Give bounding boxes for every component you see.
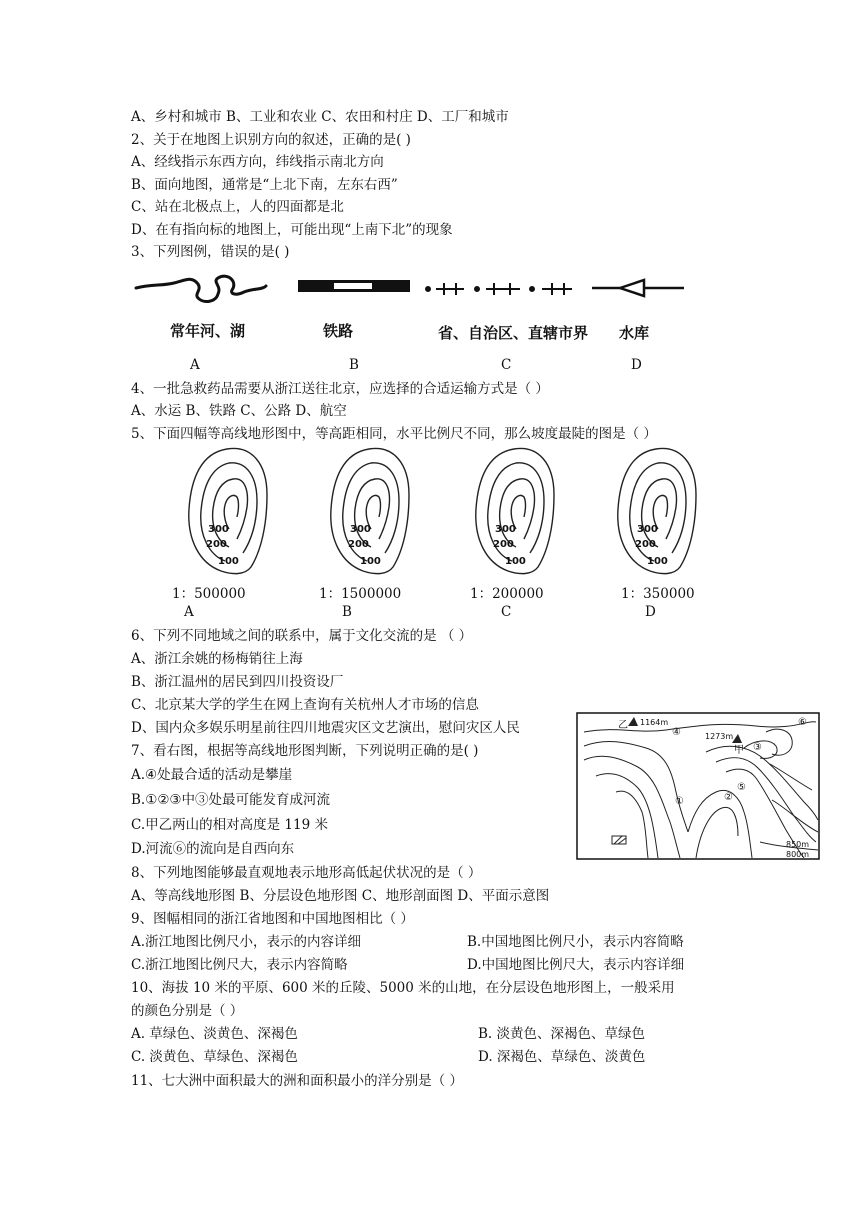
q4-stem: 4、一批急救药品需要从浙江送往北京，应选择的合适运输方式是（ ）	[131, 381, 549, 397]
q10-stem: 10、海拔 10 米的平原、600 米的丘陵、5000 米的山地，在分层设色地形图上，一般采用	[131, 980, 675, 996]
q9-stem: 9、图幅相同的浙江省地图和中国地图相比（ ）	[131, 911, 414, 927]
contour-line	[642, 479, 677, 547]
topo-label-2: ②	[724, 792, 733, 803]
q3-letter-a: A	[190, 357, 200, 373]
q9-option-d: D.中国地图比例尺大，表示内容详细	[467, 957, 685, 973]
topo-label-4: ④	[672, 727, 681, 738]
q3-letter-c: C	[501, 357, 512, 373]
railway-symbol	[298, 280, 410, 292]
topo-label-yi: 乙	[618, 720, 628, 731]
q5-letter-d: D	[645, 604, 656, 620]
q7-topo-map	[576, 712, 820, 860]
q5-scale-a: 1：500000	[172, 586, 246, 602]
topo-label-1273m: 1273m	[705, 732, 734, 741]
q5-scale-c: 1：200000	[470, 586, 544, 602]
q3-letter-b: B	[349, 357, 359, 373]
contour-label: 100	[505, 556, 526, 567]
legend-label-reservoir: 水库	[619, 324, 650, 342]
legend-label-boundary: 省、自治区、直辖市界	[438, 324, 589, 342]
topo-label-jia: 甲	[734, 745, 744, 756]
q7-stem: 7、看右图，根据等高线地形图判断，下列说明正确的是( )	[131, 743, 479, 759]
contour-label: 300	[350, 524, 371, 535]
q6-option-c: C、北京某大学的学生在网上查询有关杭州人才市场的信息	[131, 697, 479, 713]
topo-label-800m: 800m	[786, 850, 810, 859]
q6-option-a: A、浙江余姚的杨梅销往上海	[131, 651, 303, 667]
q1-options: A、乡村和城市 B、工业和农业 C、农田和村庄 D、工厂和城市	[131, 109, 509, 125]
contour-label: 100	[218, 556, 239, 567]
q5-letter-c: C	[501, 604, 512, 620]
q2-stem: 2、关于在地图上识别方向的叙述，正确的是( )	[131, 132, 411, 148]
topo-label-6: ⑥	[798, 717, 807, 728]
q6-option-d: D、国内众多娱乐明星前往四川地震灾区文艺演出，慰问灾区人民	[131, 720, 520, 736]
q2-option-c: C、站在北极点上，人的四面都是北	[131, 199, 344, 215]
q5-stem: 5、下面四幅等高线地形图中，等高距相同，水平比例尺不同，那么坡度最陡的图是（ ）	[131, 426, 657, 442]
legend-label-river: 常年河、湖	[170, 322, 246, 340]
q9-option-b: B.中国地图比例尺小，表示内容简略	[467, 934, 684, 950]
topo-label-5: ⑤	[737, 782, 746, 793]
contour-label: 200	[206, 539, 227, 550]
q10-option-b: B. 淡黄色、深褐色、草绿色	[478, 1026, 646, 1042]
river-lake-symbol	[136, 276, 266, 301]
q5-letter-b: B	[342, 604, 352, 620]
q4-options: A、水运 B、铁路 C、公路 D、航空	[131, 403, 347, 419]
q5-letter-a: A	[184, 604, 194, 620]
q10-option-a: A. 草绿色、淡黄色、深褐色	[131, 1026, 298, 1042]
q9-option-c: C.浙江地图比例尺大，表示内容简略	[131, 957, 348, 973]
contour-label: 300	[208, 524, 229, 535]
q7-option-c: C.甲乙两山的相对高度是 119 米	[131, 817, 328, 833]
q11-stem: 11、七大洲中面积最大的洲和面积最小的洋分别是（ ）	[131, 1073, 463, 1089]
q7-option-d: D.河流⑥的流向是自西向东	[131, 841, 295, 857]
reservoir-symbol	[592, 280, 684, 296]
q10-stem-cont: 的颜色分别是（ ）	[131, 1003, 244, 1019]
q10-option-d: D. 深褐色、草绿色、淡黄色	[478, 1049, 646, 1065]
topo-label-850m: 850m	[786, 840, 810, 849]
q9-option-a: A.浙江地图比例尺小，表示的内容详细	[131, 934, 362, 950]
topo-label-3: ③	[753, 742, 762, 753]
contour-label: 300	[495, 524, 516, 535]
q10-option-c: C. 淡黄色、草绿色、深褐色	[131, 1049, 298, 1065]
q6-stem: 6、下列不同地域之间的联系中，属于文化交流的是 （ ）	[131, 628, 473, 644]
q5-scale-b: 1：1500000	[319, 586, 402, 602]
q8-stem: 8、下列地图能够最直观地表示地形高低起伏状况的是（ ）	[131, 865, 482, 881]
contour-line	[500, 479, 535, 547]
q8-options: A、等高线地形图 B、分层设色地形图 C、地形剖面图 D、平面示意图	[131, 888, 550, 904]
contour-label: 100	[360, 556, 381, 567]
contour-label: 200	[493, 539, 514, 550]
contour-label: 200	[348, 539, 369, 550]
q2-option-a: A、经线指示东西方向，纬线指示南北方向	[131, 154, 384, 170]
q7-option-b: B.①②③中③处最可能发育成河流	[131, 792, 331, 808]
q6-option-b: B、浙江温州的居民到四川投资设厂	[131, 674, 344, 690]
q2-option-d: D、在有指向标的地图上，可能出现“上南下北”的现象	[131, 222, 453, 238]
legend-label-railway: 铁路	[323, 322, 354, 340]
q2-option-b: B、面向地图，通常是“上北下南，左东右西”	[131, 177, 398, 193]
contour-label: 200	[635, 539, 656, 550]
legend-symbols	[132, 268, 692, 310]
topo-label-1: ①	[675, 796, 684, 807]
topo-label-1164m: 1164m	[640, 718, 669, 727]
q5-scale-d: 1：350000	[621, 586, 695, 602]
contour-label: 300	[637, 524, 658, 535]
contour-line	[355, 479, 390, 547]
q3-letter-d: D	[631, 357, 642, 373]
boundary-symbol	[426, 283, 572, 295]
q7-option-a: A.④处最合适的活动是攀崖	[131, 767, 293, 783]
contour-line	[213, 479, 248, 547]
q3-stem: 3、下列图例，错误的是( )	[131, 244, 290, 260]
contour-label: 100	[647, 556, 668, 567]
